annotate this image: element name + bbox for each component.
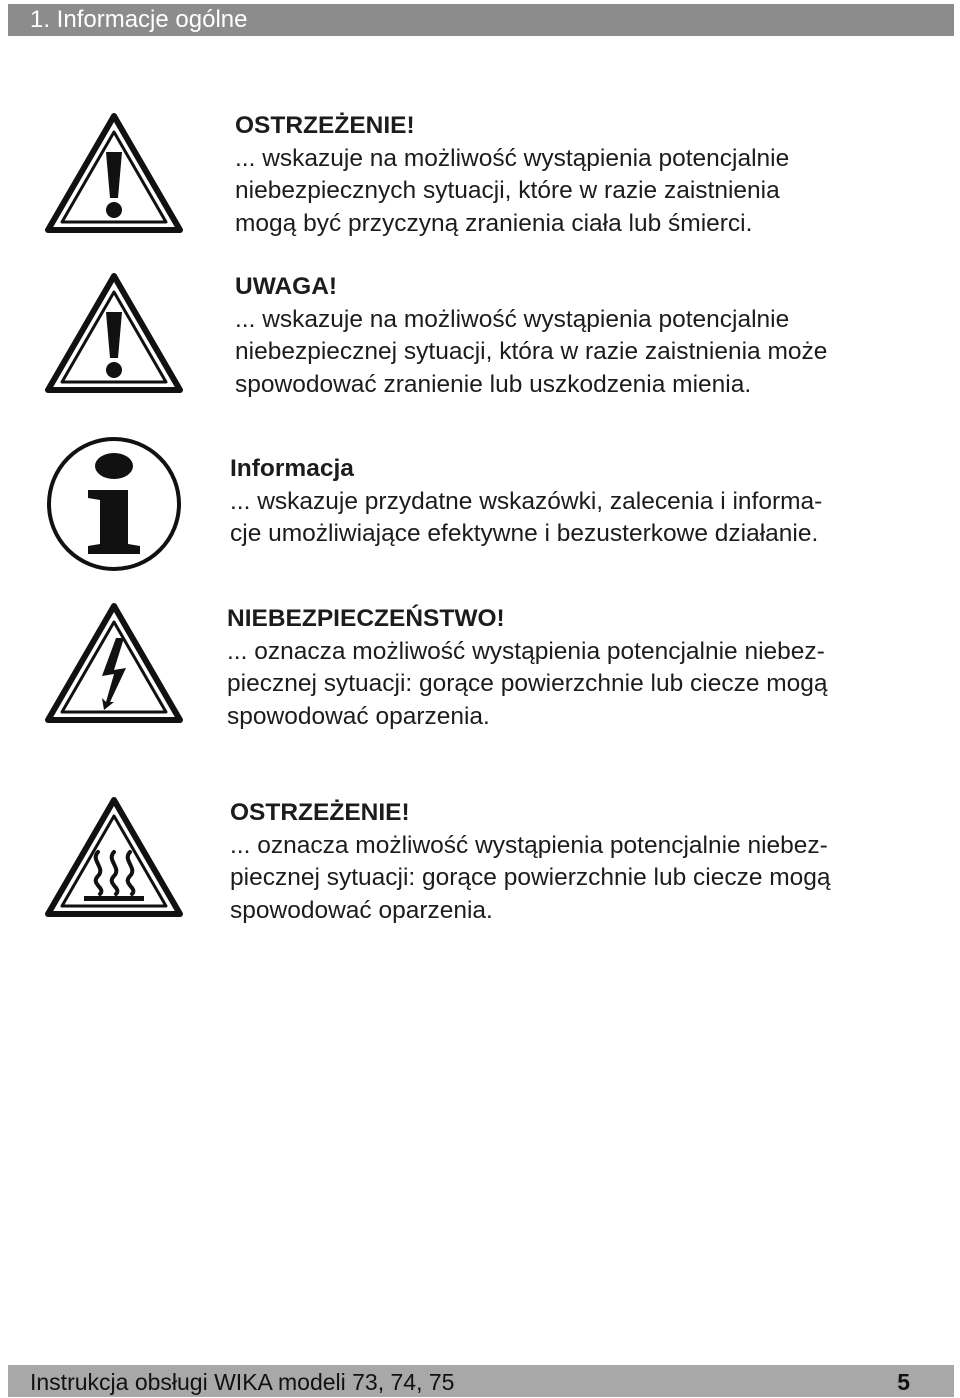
footer-document-title: Instrukcja obsługi WIKA modeli 73, 74, 75: [30, 1369, 455, 1395]
notice-line: ... wskazuje przydatne wskazówki, zalecenia i informa-: [230, 487, 823, 515]
notice-line: piecznej sytuacji: gorące powierzchnie lub ciecze mogą: [230, 864, 831, 891]
page-number: 5: [897, 1369, 910, 1395]
notice-line: spowodować zranienie lub uszkodzenia mienia.: [235, 370, 752, 398]
notice-line: niebezpiecznych sytuacji, które w razie zaistnienia: [235, 177, 780, 204]
notice-line: ... wskazuje na możliwość wystąpienia potencjalnie: [235, 305, 790, 333]
notice-title: OSTRZEŻENIE!: [230, 799, 410, 826]
electrical-hazard-icon: [44, 602, 184, 724]
notice-line: spowodować oparzenia.: [227, 702, 490, 730]
warning-exclamation-icon: [44, 112, 184, 234]
notice-title: OSTRZEŻENIE!: [235, 112, 415, 139]
notice-line: spowodować oparzenia.: [230, 896, 493, 924]
notice-line: niebezpiecznej sytuacji, która w razie zaistnienia może: [235, 338, 828, 365]
notice-line: mogą być przyczyną zranienia ciała lub śmierci.: [235, 209, 753, 237]
notice-line: ... oznacza możliwość wystąpienia potencjalnie niebez-: [230, 831, 828, 859]
footer-bar: [8, 1365, 954, 1397]
notice-title: Informacja: [230, 455, 354, 482]
caution-exclamation-icon: [44, 272, 184, 394]
header-bar: [8, 4, 954, 36]
notice-line: cje umożliwiające efektywne i bezusterkowe działanie.: [230, 520, 819, 547]
hot-surface-icon: [44, 796, 184, 918]
notice-title: NIEBEZPIECZEŃSTWO!: [227, 605, 505, 632]
notice-line: ... oznacza możliwość wystąpienia potencjalnie niebez-: [227, 637, 825, 665]
notice-line: ... wskazuje na możliwość wystąpienia potencjalnie: [235, 144, 790, 172]
information-icon: [44, 434, 184, 574]
section-title: 1. Informacje ogólne: [30, 6, 248, 33]
notice-title: UWAGA!: [235, 273, 338, 300]
notice-line: piecznej sytuacji: gorące powierzchnie lub ciecze mogą: [227, 670, 828, 697]
